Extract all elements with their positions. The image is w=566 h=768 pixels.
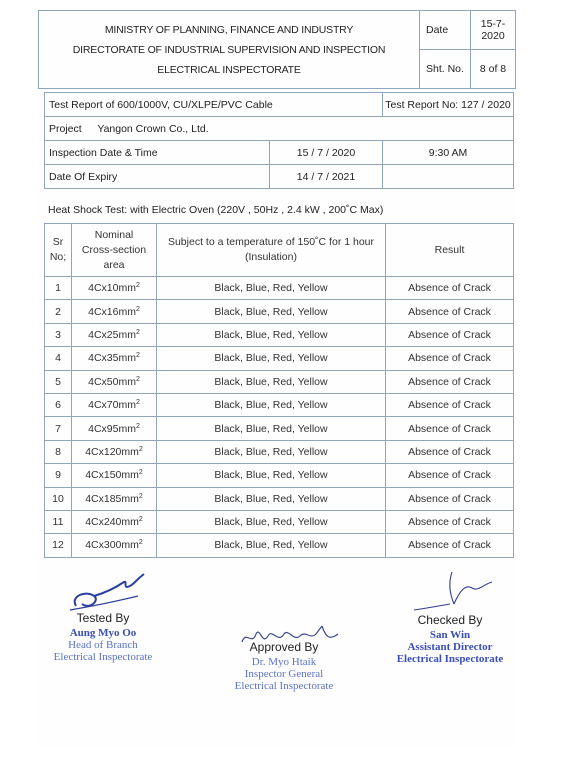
tested-by-block xyxy=(48,612,158,663)
col-sr-header xyxy=(45,224,72,277)
row-result: Absence of Crack xyxy=(386,300,514,323)
project-row xyxy=(45,117,514,141)
table-row xyxy=(45,534,514,557)
row-sr: 3 xyxy=(45,323,72,346)
row-area-superscript: 2 xyxy=(135,282,140,290)
row-area-superscript: 2 xyxy=(135,352,140,360)
approved-role: Approved By xyxy=(249,640,319,654)
table-row xyxy=(45,510,514,533)
tested-name: Aung Myo Oo xyxy=(69,627,137,639)
row-subject: Black, Blue, Red, Yellow xyxy=(157,393,386,416)
row-area-superscript: 2 xyxy=(138,469,143,477)
checked-role: Checked By xyxy=(417,613,483,627)
report-sheet xyxy=(38,10,516,748)
row-area xyxy=(72,323,157,346)
row-area xyxy=(72,464,157,487)
tested-role: Tested By xyxy=(76,611,130,625)
row-result: Absence of Crack xyxy=(386,487,514,510)
row-result: Absence of Crack xyxy=(386,323,514,346)
row-area-text: 4Cx50mm xyxy=(88,375,136,388)
row-result: Absence of Crack xyxy=(386,277,514,300)
approved-title: Inspector General xyxy=(244,668,324,680)
title-line-1: MINISTRY OF PLANNING, FINANCE AND INDUSTRY xyxy=(104,23,354,36)
row-area-superscript: 2 xyxy=(135,305,140,313)
row-area-text: 4Cx10mm xyxy=(88,282,136,295)
row-result: Absence of Crack xyxy=(386,534,514,557)
sheet-value: 8 of 8 xyxy=(471,50,516,89)
row-sr: 2 xyxy=(45,300,72,323)
row-area-text: 4Cx35mm xyxy=(88,352,136,365)
table-row xyxy=(45,464,514,487)
date-label: Date xyxy=(420,11,471,50)
col-area-line-2: Cross-section xyxy=(81,243,147,256)
row-sr: 12 xyxy=(45,534,72,557)
row-subject: Black, Blue, Red, Yellow xyxy=(157,323,386,346)
row-area xyxy=(72,510,157,533)
table-row xyxy=(45,440,514,463)
checked-title: Assistant Director xyxy=(407,641,493,653)
title-line-2: DIRECTORATE OF INDUSTRIAL SUPERVISION AND INSPECTION xyxy=(72,43,386,56)
inspection-date: 15 / 7 / 2020 xyxy=(270,141,383,165)
table-row xyxy=(45,393,514,416)
col-result-header: Result xyxy=(386,224,514,277)
row-area-text: 4Cx120mm xyxy=(85,445,139,458)
row-area-text: 4Cx150mm xyxy=(85,469,139,482)
table-row xyxy=(45,370,514,393)
report-number: Test Report No: 127 / 2020 xyxy=(383,93,514,117)
inspection-label: Inspection Date & Time xyxy=(45,141,270,165)
col-subject-line-2: (Insulation) xyxy=(245,251,297,263)
row-area-text: 4Cx70mm xyxy=(88,399,136,412)
row-area-text: 4Cx16mm xyxy=(88,305,136,318)
row-subject: Black, Blue, Red, Yellow xyxy=(157,464,386,487)
row-area-text: 4Cx25mm xyxy=(88,328,136,341)
header-table xyxy=(38,10,516,89)
row-area-superscript: 2 xyxy=(135,422,140,430)
row-area xyxy=(72,487,157,510)
row-area-superscript: 2 xyxy=(138,492,143,500)
tested-office: Electrical Inspectorate xyxy=(53,651,153,663)
col-area-line-3: area xyxy=(103,258,125,271)
row-sr: 7 xyxy=(45,417,72,440)
title-line-3: ELECTRICAL INSPECTORATE xyxy=(157,63,301,76)
test-title: Heat Shock Test: with Electric Oven (220V , 50Hz , 2.4 kW , 200˚C Max) xyxy=(48,204,384,216)
row-area xyxy=(72,370,157,393)
row-subject: Black, Blue, Red, Yellow xyxy=(157,510,386,533)
row-area-text: 4Cx300mm xyxy=(85,539,139,552)
col-sr-line-1: Sr xyxy=(52,236,64,248)
row-area-superscript: 2 xyxy=(138,516,143,524)
row-sr: 11 xyxy=(45,510,72,533)
row-result: Absence of Crack xyxy=(386,393,514,416)
row-area xyxy=(72,277,157,300)
inspection-time: 9:30 AM xyxy=(383,141,514,165)
row-subject: Black, Blue, Red, Yellow xyxy=(157,347,386,370)
row-result: Absence of Crack xyxy=(386,347,514,370)
row-area-text: 4Cx240mm xyxy=(85,516,139,529)
sheet-label: Sht. No. xyxy=(420,50,471,89)
approved-by-block xyxy=(216,641,352,692)
table-row xyxy=(45,323,514,346)
row-sr: 5 xyxy=(45,370,72,393)
row-area xyxy=(72,347,157,370)
row-sr: 9 xyxy=(45,464,72,487)
tested-title: Head of Branch xyxy=(68,639,138,651)
results-body xyxy=(45,277,514,558)
row-area-superscript: 2 xyxy=(135,399,140,407)
table-row xyxy=(45,300,514,323)
col-area-header xyxy=(72,224,157,277)
row-area-superscript: 2 xyxy=(138,539,143,547)
col-area-line-1: Nominal xyxy=(94,228,134,241)
checked-by-block xyxy=(388,614,512,665)
checked-name: San Win xyxy=(429,629,471,641)
row-subject: Black, Blue, Red, Yellow xyxy=(157,487,386,510)
table-row xyxy=(45,417,514,440)
results-table xyxy=(44,223,514,558)
ministry-title xyxy=(39,11,420,89)
row-result: Absence of Crack xyxy=(386,464,514,487)
row-result: Absence of Crack xyxy=(386,510,514,533)
table-row xyxy=(45,277,514,300)
row-area xyxy=(72,393,157,416)
col-subject-header xyxy=(157,224,386,277)
row-area xyxy=(72,534,157,557)
row-subject: Black, Blue, Red, Yellow xyxy=(157,417,386,440)
row-area-superscript: 2 xyxy=(135,328,140,336)
approved-name: Dr. Myo Htaik xyxy=(251,656,317,668)
row-sr: 10 xyxy=(45,487,72,510)
row-result: Absence of Crack xyxy=(386,440,514,463)
row-sr: 4 xyxy=(45,347,72,370)
table-row xyxy=(45,487,514,510)
row-area xyxy=(72,440,157,463)
row-sr: 1 xyxy=(45,277,72,300)
col-subject-line-1: Subject to a temperature of 150˚C for 1 hour xyxy=(167,236,375,248)
project-value: Yangon Crown Co., Ltd. xyxy=(97,122,209,135)
info-table xyxy=(44,92,514,189)
row-subject: Black, Blue, Red, Yellow xyxy=(157,300,386,323)
row-result: Absence of Crack xyxy=(386,417,514,440)
row-sr: 6 xyxy=(45,393,72,416)
row-area xyxy=(72,417,157,440)
expiry-blank xyxy=(383,165,514,189)
row-sr: 8 xyxy=(45,440,72,463)
report-title: Test Report of 600/1000V, CU/XLPE/PVC Cable xyxy=(45,93,383,117)
row-area-text: 4Cx95mm xyxy=(88,422,136,435)
tested-signature xyxy=(64,566,154,616)
row-subject: Black, Blue, Red, Yellow xyxy=(157,370,386,393)
col-sr-line-2: No; xyxy=(49,251,67,263)
project-label: Project xyxy=(49,122,82,135)
row-area-superscript: 2 xyxy=(135,375,140,383)
expiry-date: 14 / 7 / 2021 xyxy=(270,165,383,189)
expiry-label: Date Of Expiry xyxy=(45,165,270,189)
checked-office: Electrical Inspectorate xyxy=(396,653,504,665)
row-area-superscript: 2 xyxy=(138,445,143,453)
row-area-text: 4Cx185mm xyxy=(85,492,139,505)
row-subject: Black, Blue, Red, Yellow xyxy=(157,440,386,463)
row-area xyxy=(72,300,157,323)
row-subject: Black, Blue, Red, Yellow xyxy=(157,277,386,300)
table-row xyxy=(45,347,514,370)
results-header-row xyxy=(45,224,514,277)
row-result: Absence of Crack xyxy=(386,370,514,393)
row-subject: Black, Blue, Red, Yellow xyxy=(157,534,386,557)
approved-office: Electrical Inspectorate xyxy=(234,680,334,692)
date-value: 15-7-2020 xyxy=(471,11,516,50)
